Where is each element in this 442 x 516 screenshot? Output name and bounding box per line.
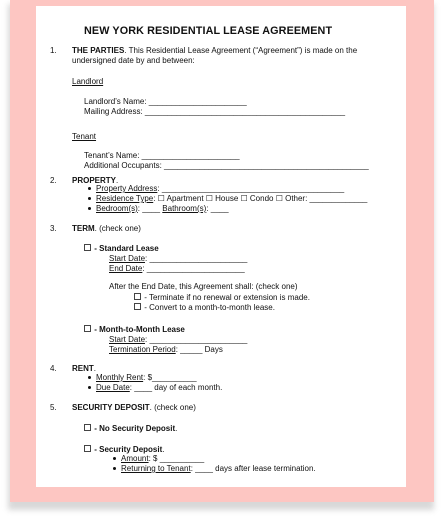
bullet	[113, 467, 116, 470]
start-date-field[interactable]: Start Date: ______________________	[109, 254, 248, 263]
bullet	[113, 457, 116, 460]
section-1-text2: undersigned date by and between:	[72, 56, 195, 65]
checkbox[interactable]	[84, 445, 91, 452]
tenant-occupants-field[interactable]: Additional Occupants: ______________________________________________	[84, 161, 369, 170]
section-1-number: 1.	[50, 46, 57, 55]
checkbox[interactable]	[134, 303, 141, 310]
security-deposit-option[interactable]: - Security Deposit.	[84, 445, 164, 455]
section-5-heading: SECURITY DEPOSIT	[72, 403, 150, 412]
amount-field[interactable]: Amount: $ __________	[121, 454, 205, 463]
checkbox[interactable]	[84, 244, 91, 251]
landlord-name-field[interactable]: Landlord’s Name: ______________________	[84, 97, 247, 106]
after-end-date-text: After the End Date, this Agreement shall: (check one)	[109, 282, 298, 291]
checkbox[interactable]	[134, 293, 141, 300]
returning-to-tenant-field[interactable]: Returning to Tenant: ____ days after lease termination.	[121, 464, 316, 473]
residence-type-field[interactable]: Residence Type: ☐ Apartment ☐ House ☐ Condo ☐ Other: _____________	[96, 194, 368, 203]
section-3-heading: TERM	[72, 224, 95, 233]
bullet	[88, 376, 91, 379]
checkbox[interactable]	[84, 325, 91, 332]
tenant-label: Tenant	[72, 132, 97, 141]
landlord-label: Landlord	[72, 77, 104, 86]
document-page	[36, 6, 406, 487]
no-security-deposit-option[interactable]: - No Security Deposit.	[84, 424, 177, 434]
section-4-number: 4.	[50, 364, 57, 373]
bed-bath-field[interactable]: Bedroom(s): ____ Bathroom(s): ____	[96, 204, 229, 213]
terminate-option[interactable]: - Terminate if no renewal or extension is made.	[134, 293, 310, 303]
checkbox[interactable]	[84, 424, 91, 431]
document-title: NEW YORK RESIDENTIAL LEASE AGREEMENT	[84, 25, 333, 37]
section-4-heading: RENT	[72, 364, 94, 373]
bullet	[88, 197, 91, 200]
section-1-heading: THE PARTIES	[72, 46, 125, 55]
end-date-field[interactable]: End Date: ______________________	[109, 264, 245, 273]
section-2-number: 2.	[50, 176, 57, 185]
bullet	[88, 207, 91, 210]
section-3-title: TERM. (check one)	[72, 224, 141, 233]
month-to-month-option[interactable]: - Month-to-Month Lease	[84, 325, 185, 335]
due-date-field[interactable]: Due Date: ____ day of each month.	[96, 383, 223, 392]
section-2-title: PROPERTY.	[72, 176, 119, 185]
tenant-name-field[interactable]: Tenant’s Name: ______________________	[84, 151, 240, 160]
mtm-start-date-field[interactable]: Start Date: ______________________	[109, 335, 248, 344]
section-1-line1	[72, 46, 357, 56]
section-2-heading: PROPERTY	[72, 176, 117, 185]
convert-option[interactable]: - Convert to a month-to-month lease.	[134, 303, 275, 313]
landlord-address-field[interactable]: Mailing Address: _____________________________________________	[84, 107, 346, 116]
termination-period-field[interactable]: Termination Period: _____ Days	[109, 345, 223, 354]
bullet	[88, 386, 91, 389]
section-5-title: SECURITY DEPOSIT. (check one)	[72, 403, 196, 412]
section-5-number: 5.	[50, 403, 57, 412]
section-3-number: 3.	[50, 224, 57, 233]
bullet	[88, 187, 91, 190]
section-1-text1: . This Residential Lease Agreement (“Agreement”) is made on the	[124, 46, 358, 55]
property-address-field[interactable]: Property Address: _________________________________________	[96, 184, 345, 193]
standard-lease-option[interactable]: - Standard Lease	[84, 244, 159, 254]
monthly-rent-field[interactable]: Monthly Rent: $__________	[96, 373, 197, 382]
section-4-title: RENT.	[72, 364, 97, 373]
